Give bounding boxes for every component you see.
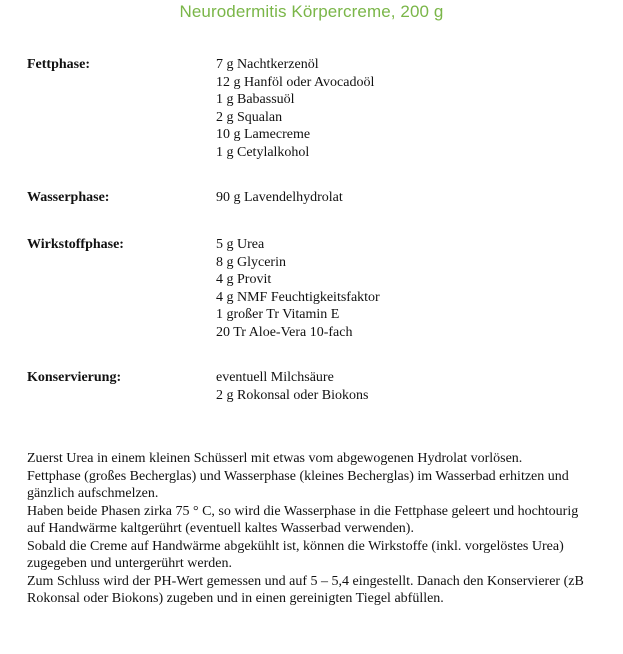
ingredient-item: 1 g Babassuöl [216, 92, 295, 107]
ingredient-list [216, 236, 380, 341]
section-label: Konservierung: [27, 370, 122, 385]
ingredient-item: 10 g Lamecreme [216, 127, 311, 142]
ingredient-item: 8 g Glycerin [216, 254, 286, 270]
ingredient-item: 90 g Lavendelhydrolat [216, 190, 343, 205]
ingredient-item: eventuell Milchsäure [216, 370, 334, 385]
instruction-paragraph: Zum Schluss wird der PH-Wert gemessen und auf 5 – 5,4 eingestellt. Danach den Konservierer (zB Rokonsal oder Biokons) zugeben und in einen gereinigten Tiegel abfüllen. [27, 573, 584, 606]
ingredient-item: 20 Tr Aloe-Vera 10-fach [216, 324, 353, 340]
ingredient-item: 2 g Squalan [216, 109, 283, 125]
ingredient-list [216, 56, 374, 161]
ingredient-item: 1 g Cetylalkohol [216, 144, 310, 160]
instruction-paragraph: Zuerst Urea in einem kleinen Schüsserl mit etwas vom abgewogenen Hydrolat vorlösen. [27, 451, 523, 466]
section-label: Wasserphase: [27, 190, 110, 205]
ingredient-item: 5 g Urea [216, 237, 265, 252]
instruction-paragraph: Fettphase (großes Becherglas) und Wasserphase (kleines Becherglas) im Wasserbad erhitzen und gänzlich aufschmelzen. [27, 468, 569, 501]
instruction-paragraph: Haben beide Phasen zirka 75 ° C, so wird die Wasserphase in die Fettphase geleert und hochtourig auf Handwärme kaltgerührt (eventuell kaltes Wasserbad verwenden). [27, 503, 579, 536]
instruction-paragraph: Sobald die Creme auf Handwärme abgekühlt ist, können die Wirkstoffe (inkl. vorgelöstes Urea) zugegeben und untergerührt werden. [27, 538, 564, 571]
ingredient-item: 4 g NMF Feuchtigkeitsfaktor [216, 289, 380, 305]
ingredient-item: 12 g Hanföl oder Avocadoöl [216, 74, 375, 90]
section-label: Wirkstoffphase: [27, 237, 124, 252]
ingredient-item: 2 g Rokonsal oder Biokons [216, 387, 369, 403]
ingredient-item: 7 g Nachtkerzenöl [216, 57, 319, 72]
section-label: Fettphase: [27, 57, 90, 72]
page-title: Neurodermitis Körpercreme, 200 g [179, 2, 444, 21]
ingredient-item: 4 g Provit [216, 272, 272, 287]
ingredient-list [216, 369, 368, 404]
ingredient-list [216, 189, 343, 207]
ingredient-item: 1 großer Tr Vitamin E [216, 307, 340, 322]
instructions-text [27, 450, 597, 608]
